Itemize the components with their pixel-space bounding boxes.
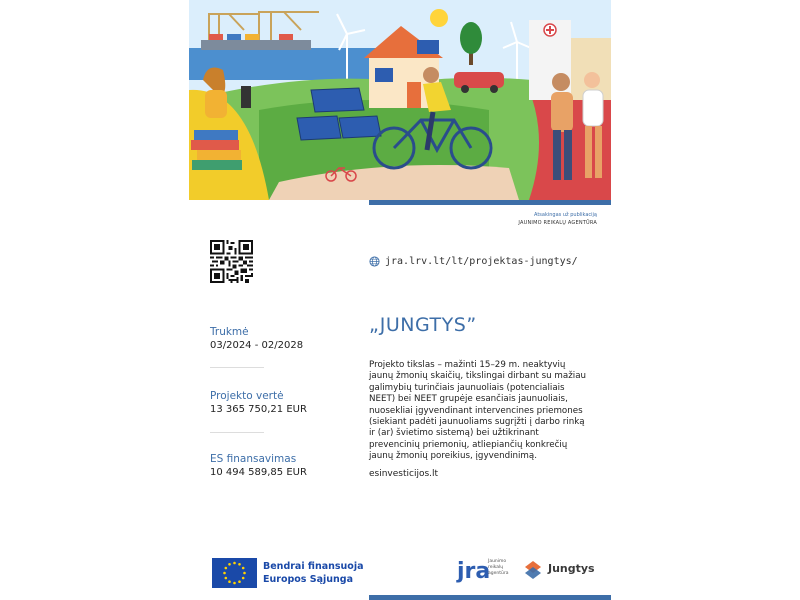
fact-label: Projekto vertė (210, 390, 284, 402)
fact-value: 13 365 750,21 EUR (210, 404, 307, 415)
responsible-label: Atsakingas už publikaciją (534, 212, 597, 218)
eu-line-2: Europos Sąjunga (263, 574, 353, 585)
hero-accent-strip (369, 200, 611, 205)
jra-logo (457, 556, 490, 584)
bottom-accent-strip (369, 595, 611, 600)
qr-code-icon[interactable] (210, 240, 253, 283)
fact-duration (210, 325, 360, 353)
jra-mark: jra (457, 559, 491, 584)
project-url-link[interactable]: jra.lrv.lt/lt/projektas-jungtys/ (385, 256, 578, 267)
esinvesticijos-link[interactable]: esinvesticijos.lt (369, 469, 439, 479)
fact-project-value (210, 389, 360, 417)
eu-cofunded-label (263, 560, 364, 586)
fact-label: ES finansavimas (210, 453, 297, 465)
eu-flag-icon (212, 558, 257, 588)
project-title: „JUNGTYS” (369, 314, 477, 336)
jungtys-logo-icon (522, 559, 544, 581)
project-url-row[interactable] (369, 256, 578, 267)
fact-value: 03/2024 - 02/2028 (210, 340, 304, 351)
jra-full-name: Jaunimo reikalų agentūra (488, 559, 509, 576)
fact-eu-funding (210, 452, 360, 480)
project-description: Projekto tikslas – mažinti 15–29 m. neaktyvių jaunų žmonių skaičių, tikslingai dirbant su mažiau galimybių turinčiais jaunuoliais (potencialiais NEET) bei NEET grupėje esančiais jaunuoliais, nuosekliai įgyvendinant intervencines priemones (siekiant padėti jaunuoliams sugrįžti į darbo rinką ir (ar) švietimo sistemą) bei užtikrinant prevencinių priemonių, atliepiančių konkrečių jaunų žmonių poreikius, įgyvendinimą. (369, 360, 587, 462)
globe-icon (369, 256, 380, 267)
fact-label: Trukmė (210, 326, 249, 338)
fact-value: 10 494 589,85 EUR (210, 467, 307, 478)
responsible-agency: JAUNIMO REIKALŲ AGENTŪRA (518, 220, 597, 226)
poster (189, 0, 611, 600)
jungtys-brand-name: Jungtys (548, 562, 595, 575)
hero-illustration (189, 0, 611, 200)
eu-line-1: Bendrai finansuoja (263, 561, 364, 572)
responsible-info (518, 211, 597, 227)
